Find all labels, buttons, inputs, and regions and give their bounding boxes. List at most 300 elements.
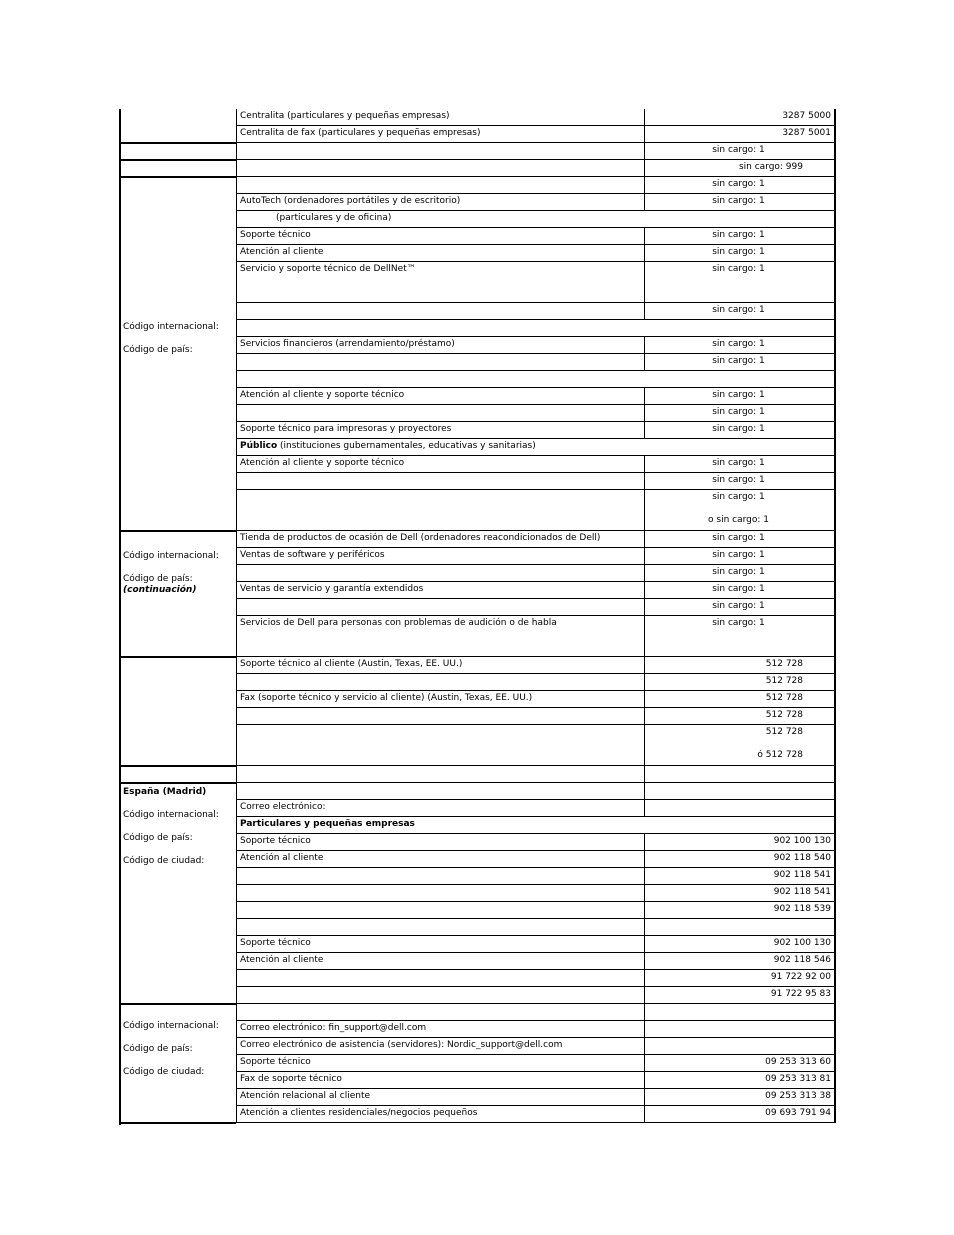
label-column-left-border xyxy=(236,953,237,970)
right-border xyxy=(834,919,836,936)
right-border xyxy=(834,766,836,783)
row-value: 09 253 313 60 xyxy=(765,1057,831,1067)
row-label: Ventas de servicio y garantía extendidos xyxy=(240,584,424,594)
value-column-divider xyxy=(644,565,645,582)
label-column-left-border xyxy=(236,691,237,708)
row-divider xyxy=(236,1020,835,1021)
row-divider xyxy=(236,176,835,177)
group-label: Código de país: xyxy=(123,833,193,843)
row-divider xyxy=(236,564,835,565)
right-border xyxy=(834,160,836,177)
row-divider xyxy=(236,489,835,490)
group-label: Código de ciudad: xyxy=(123,856,205,866)
group-divider xyxy=(119,176,236,178)
row-label: Atención a clientes residenciales/negocios pequeños xyxy=(240,1108,478,1118)
value-column-divider xyxy=(644,970,645,987)
row-value: 09 693 791 94 xyxy=(765,1108,831,1118)
row-value: sin cargo: 1 xyxy=(712,407,765,417)
label-column-left-border xyxy=(236,337,237,354)
label-column-left-border xyxy=(236,766,237,783)
label-column-left-border xyxy=(236,245,237,262)
value-column-divider xyxy=(644,800,645,817)
value-column-divider xyxy=(644,674,645,691)
label-column-left-border xyxy=(236,354,237,371)
row-divider xyxy=(236,302,835,303)
row-divider xyxy=(236,707,835,708)
row-divider xyxy=(236,598,835,599)
contact-table xyxy=(119,109,835,1125)
value-column-divider xyxy=(644,228,645,245)
label-column-left-border xyxy=(236,126,237,143)
label-column-left-border xyxy=(236,868,237,885)
row-label-bold: Público (instituciones gubernamentales, educativas y sanitarias) xyxy=(240,441,536,451)
row-value: 512 728 xyxy=(765,659,803,669)
right-border xyxy=(834,1089,836,1106)
label-column-left-border xyxy=(236,936,237,953)
row-divider xyxy=(236,581,835,582)
row-value: 902 118 539 xyxy=(773,904,831,914)
row-value: sin cargo: 1 xyxy=(712,230,765,240)
right-border xyxy=(834,868,836,885)
label-column-left-border xyxy=(236,1089,237,1106)
row-divider xyxy=(236,1054,835,1055)
value-column-divider xyxy=(644,388,645,405)
left-border xyxy=(119,109,121,1125)
row-divider xyxy=(236,370,835,371)
label-column-left-border xyxy=(236,194,237,211)
row-value: sin cargo: 1 xyxy=(712,196,765,206)
row-divider xyxy=(236,986,835,987)
label-column-left-border xyxy=(236,1038,237,1055)
row-divider xyxy=(236,547,835,548)
label-column-left-border xyxy=(236,1072,237,1089)
value-column-divider xyxy=(644,953,645,970)
row-divider xyxy=(236,901,835,902)
value-column-divider xyxy=(644,354,645,371)
right-border xyxy=(834,126,836,143)
label-column-left-border xyxy=(236,388,237,405)
value-column-divider xyxy=(644,1004,645,1021)
right-border xyxy=(834,211,836,228)
group-label: Código internacional: xyxy=(123,322,219,332)
right-border xyxy=(834,616,836,657)
row-divider xyxy=(236,530,835,531)
group-divider xyxy=(119,782,236,784)
row-value: sin cargo: 1 xyxy=(712,550,765,560)
right-border xyxy=(834,657,836,674)
label-column-left-border xyxy=(236,109,237,126)
row-value: sin cargo: 1 xyxy=(712,264,765,274)
value-column-divider xyxy=(644,490,645,531)
row-divider xyxy=(236,673,835,674)
group-label: Código de país: xyxy=(123,345,193,355)
label-column-left-border xyxy=(236,800,237,817)
row-divider xyxy=(236,765,835,766)
label-column-left-border xyxy=(236,970,237,987)
row-label: Servicios financieros (arrendamiento/préstamo) xyxy=(240,339,455,349)
label-column-left-border xyxy=(236,885,237,902)
row-label: Atención al cliente xyxy=(240,853,324,863)
label-column-left-border xyxy=(236,405,237,422)
label-column-left-border xyxy=(236,902,237,919)
right-border xyxy=(834,439,836,456)
row-divider xyxy=(236,159,835,160)
row-value: sin cargo: 1 xyxy=(712,424,765,434)
row-divider xyxy=(236,319,835,320)
row-divider xyxy=(236,336,835,337)
row-divider xyxy=(236,833,835,834)
right-border xyxy=(834,262,836,303)
row-divider xyxy=(236,455,835,456)
right-border xyxy=(834,1055,836,1072)
row-value: sin cargo: 1 xyxy=(712,584,765,594)
row-label: Atención al cliente y soporte técnico xyxy=(240,390,405,400)
value-column-divider xyxy=(644,1055,645,1072)
row-divider xyxy=(236,799,835,800)
row-value: 91 722 92 00 xyxy=(770,972,831,982)
row-value: 512 728 xyxy=(765,693,803,703)
row-value: 3287 5001 xyxy=(782,128,831,138)
row-value: sin cargo: 1 xyxy=(712,492,765,502)
row-divider xyxy=(236,210,835,211)
row-value-alt: o sin cargo: 1 xyxy=(708,515,769,525)
group-label: (continuación) xyxy=(123,585,197,595)
value-column-divider xyxy=(644,987,645,1004)
row-divider xyxy=(236,404,835,405)
label-column-left-border xyxy=(236,211,237,228)
right-border xyxy=(834,1072,836,1089)
row-label: Fax (soporte técnico y servicio al cliente) (Austin, Texas, EE. UU.) xyxy=(240,693,533,703)
row-divider xyxy=(236,850,835,851)
row-label: (particulares y de oficina) xyxy=(276,213,392,223)
row-value: sin cargo: 1 xyxy=(712,305,765,315)
right-border xyxy=(834,800,836,817)
right-border xyxy=(834,320,836,337)
row-divider xyxy=(236,615,835,616)
right-border xyxy=(834,531,836,548)
right-border xyxy=(834,851,836,868)
row-value: sin cargo: 1 xyxy=(712,567,765,577)
label-column-left-border xyxy=(236,473,237,490)
label-column-left-border xyxy=(236,1106,237,1123)
row-divider xyxy=(236,1088,835,1089)
row-label: Soporte técnico al cliente (Austin, Texas, EE. UU.) xyxy=(240,659,463,669)
right-border xyxy=(834,885,836,902)
row-divider xyxy=(236,969,835,970)
value-column-divider xyxy=(644,177,645,194)
value-column-divider xyxy=(644,725,645,766)
label-column-left-border xyxy=(236,490,237,531)
value-column-divider xyxy=(644,422,645,439)
row-value: 09 253 313 81 xyxy=(765,1074,831,1084)
label-column-left-border xyxy=(236,817,237,834)
row-value: 512 728 xyxy=(765,727,803,737)
group-label: Código de país: xyxy=(123,1043,193,1054)
value-column-divider xyxy=(644,616,645,657)
row-divider xyxy=(236,438,835,439)
right-border xyxy=(834,783,836,800)
right-border xyxy=(834,354,836,371)
row-value: 902 100 130 xyxy=(773,836,831,846)
row-divider xyxy=(236,387,835,388)
right-border xyxy=(834,473,836,490)
row-divider xyxy=(236,227,835,228)
value-column-divider xyxy=(644,194,645,211)
row-label: Soporte técnico xyxy=(240,230,311,240)
row-value: sin cargo: 1 xyxy=(712,145,765,155)
right-border xyxy=(834,548,836,565)
label-column-left-border xyxy=(236,303,237,320)
row-divider xyxy=(236,244,835,245)
label-column-left-border xyxy=(236,565,237,582)
group-divider xyxy=(119,530,236,532)
label-column-left-border xyxy=(236,674,237,691)
row-value: 3287 5000 xyxy=(782,111,831,121)
row-value: sin cargo: 1 xyxy=(712,390,765,400)
row-label-rest: (instituciones gubernamentales, educativas y sanitarias) xyxy=(277,441,536,451)
group-label: Código internacional: xyxy=(123,551,219,561)
value-column-divider xyxy=(644,936,645,953)
row-divider xyxy=(236,656,835,657)
value-column-divider xyxy=(644,473,645,490)
label-column-left-border xyxy=(236,439,237,456)
right-border xyxy=(834,456,836,473)
label-column-left-border xyxy=(236,987,237,1004)
value-column-divider xyxy=(644,303,645,320)
right-border xyxy=(834,987,836,1004)
group-divider xyxy=(119,1122,236,1124)
row-divider xyxy=(236,472,835,473)
right-border xyxy=(834,565,836,582)
group-label: España (Madrid) xyxy=(123,787,207,797)
row-value: sin cargo: 999 xyxy=(738,162,803,172)
right-border xyxy=(834,1106,836,1123)
value-column-divider xyxy=(644,548,645,565)
label-column-left-border xyxy=(236,262,237,303)
row-label: Atención al cliente y soporte técnico xyxy=(240,458,405,468)
right-border xyxy=(834,337,836,354)
label-column-left-border xyxy=(236,783,237,800)
row-label-bold: Particulares y pequeñas empresas xyxy=(240,819,415,829)
label-column-left-border xyxy=(236,456,237,473)
row-label: Soporte técnico xyxy=(240,938,311,948)
value-column-divider xyxy=(644,1038,645,1055)
value-column-divider xyxy=(644,868,645,885)
row-label: Soporte técnico xyxy=(240,1057,311,1067)
right-border xyxy=(834,388,836,405)
right-border xyxy=(834,936,836,953)
row-label: Fax de soporte técnico xyxy=(240,1074,342,1084)
label-column-left-border xyxy=(236,582,237,599)
group-label: Código internacional: xyxy=(123,810,219,820)
value-column-divider xyxy=(644,582,645,599)
row-label: Soporte técnico para impresoras y proyectores xyxy=(240,424,452,434)
row-divider xyxy=(236,816,835,817)
group-divider xyxy=(119,159,236,161)
label-column-left-border xyxy=(236,834,237,851)
row-label: Soporte técnico xyxy=(240,836,311,846)
right-border xyxy=(834,245,836,262)
right-border xyxy=(834,953,836,970)
row-label: Ventas de software y periféricos xyxy=(240,550,385,560)
row-value: 902 118 541 xyxy=(773,887,831,897)
row-divider xyxy=(236,952,835,953)
right-border xyxy=(834,834,836,851)
label-column-left-border xyxy=(236,228,237,245)
value-column-divider xyxy=(644,766,645,783)
right-border xyxy=(834,817,836,834)
row-divider xyxy=(236,1071,835,1072)
value-column-divider xyxy=(644,708,645,725)
row-divider xyxy=(236,690,835,691)
value-column-divider xyxy=(644,902,645,919)
value-column-divider xyxy=(644,1021,645,1038)
row-label: Correo electrónico: fin_support@dell.com xyxy=(240,1023,427,1033)
value-column-divider xyxy=(644,1106,645,1123)
row-value: sin cargo: 1 xyxy=(712,475,765,485)
row-value: 512 728 xyxy=(765,710,803,720)
row-value: 512 728 xyxy=(765,676,803,686)
row-value: sin cargo: 1 xyxy=(712,533,765,543)
label-column-left-border xyxy=(236,1004,237,1021)
label-column-left-border xyxy=(236,599,237,616)
row-label: Atención relacional al cliente xyxy=(240,1091,371,1101)
row-divider xyxy=(236,1003,835,1004)
label-column-left-border xyxy=(236,919,237,936)
value-column-divider xyxy=(644,531,645,548)
row-value: sin cargo: 1 xyxy=(712,601,765,611)
right-border xyxy=(834,970,836,987)
value-column-divider xyxy=(644,783,645,800)
value-column-divider xyxy=(644,885,645,902)
row-value: sin cargo: 1 xyxy=(712,458,765,468)
label-column-left-border xyxy=(236,320,237,337)
right-border xyxy=(834,1021,836,1038)
row-divider xyxy=(236,724,835,725)
row-value: sin cargo: 1 xyxy=(712,179,765,189)
row-label: Correo electrónico: xyxy=(240,802,326,812)
row-value: sin cargo: 1 xyxy=(712,356,765,366)
right-border xyxy=(834,708,836,725)
label-column-left-border xyxy=(236,1021,237,1038)
row-value: 902 100 130 xyxy=(773,938,831,948)
group-label: Código internacional: xyxy=(123,1020,219,1031)
value-column-divider xyxy=(644,245,645,262)
right-border xyxy=(834,582,836,599)
value-column-divider xyxy=(644,691,645,708)
row-value: sin cargo: 1 xyxy=(712,247,765,257)
row-label: Servicios de Dell para personas con problemas de audición o de habla xyxy=(240,618,557,628)
right-border xyxy=(834,109,836,126)
label-column-left-border xyxy=(236,371,237,388)
right-border xyxy=(834,228,836,245)
value-column-divider xyxy=(644,262,645,303)
right-border xyxy=(834,194,836,211)
value-column-divider xyxy=(644,109,645,126)
row-label: AutoTech (ordenadores portátiles y de escritorio) xyxy=(240,196,461,206)
label-column-left-border xyxy=(236,160,237,177)
row-label: Centralita de fax (particulares y pequeñas empresas) xyxy=(240,128,481,138)
label-column-left-border xyxy=(236,548,237,565)
row-divider xyxy=(236,1122,835,1123)
group-label: Código de ciudad: xyxy=(123,1066,205,1077)
row-divider xyxy=(236,935,835,936)
value-column-divider xyxy=(644,851,645,868)
value-column-divider xyxy=(644,834,645,851)
right-border xyxy=(834,177,836,194)
right-border xyxy=(834,1038,836,1055)
row-divider xyxy=(236,1037,835,1038)
label-column-left-border xyxy=(236,1055,237,1072)
row-value: 902 118 541 xyxy=(773,870,831,880)
value-column-divider xyxy=(644,126,645,143)
row-divider xyxy=(236,125,835,126)
value-column-divider xyxy=(644,143,645,160)
row-divider xyxy=(236,884,835,885)
right-border xyxy=(834,725,836,766)
label-column-left-border xyxy=(236,143,237,160)
group-divider xyxy=(119,656,236,658)
row-label: Servicio y soporte técnico de DellNet™ xyxy=(240,264,416,274)
value-column-divider xyxy=(644,405,645,422)
value-column-divider xyxy=(644,657,645,674)
row-divider xyxy=(236,142,835,143)
group-divider xyxy=(119,1003,236,1005)
row-value: 09 253 313 38 xyxy=(765,1091,831,1101)
right-border xyxy=(834,674,836,691)
row-value: sin cargo: 1 xyxy=(712,339,765,349)
row-divider xyxy=(236,193,835,194)
row-label: Atención al cliente xyxy=(240,955,324,965)
row-divider xyxy=(236,261,835,262)
right-border xyxy=(834,599,836,616)
row-label: Centralita (particulares y pequeñas empresas) xyxy=(240,111,450,121)
label-column-left-border xyxy=(236,851,237,868)
right-border xyxy=(834,490,836,531)
value-column-divider xyxy=(644,456,645,473)
row-value: 902 118 540 xyxy=(773,853,831,863)
label-column-left-border xyxy=(236,657,237,674)
row-value: sin cargo: 1 xyxy=(712,618,765,628)
label-column-left-border xyxy=(236,422,237,439)
right-border xyxy=(834,143,836,160)
right-border xyxy=(834,371,836,388)
row-value: 902 118 546 xyxy=(773,955,831,965)
label-column-left-border xyxy=(236,531,237,548)
value-column-divider xyxy=(644,160,645,177)
label-column-left-border xyxy=(236,616,237,657)
row-divider xyxy=(236,782,835,783)
row-divider xyxy=(236,867,835,868)
group-divider xyxy=(119,765,236,767)
value-column-divider xyxy=(644,337,645,354)
label-column-left-border xyxy=(236,177,237,194)
right-border xyxy=(834,422,836,439)
row-divider xyxy=(236,353,835,354)
row-label: Tienda de productos de ocasión de Dell (ordenadores reacondicionados de Dell) xyxy=(240,533,601,543)
value-column-divider xyxy=(644,599,645,616)
right-border xyxy=(834,303,836,320)
right-border xyxy=(834,902,836,919)
row-divider xyxy=(236,421,835,422)
row-label: Atención al cliente xyxy=(240,247,324,257)
value-column-divider xyxy=(644,1072,645,1089)
right-border xyxy=(834,405,836,422)
label-column-left-border xyxy=(236,708,237,725)
group-divider xyxy=(119,142,236,144)
row-value-alt: ó 512 728 xyxy=(757,750,803,760)
row-label: Correo electrónico de asistencia (servidores): Nordic_support@dell.com xyxy=(240,1040,563,1050)
